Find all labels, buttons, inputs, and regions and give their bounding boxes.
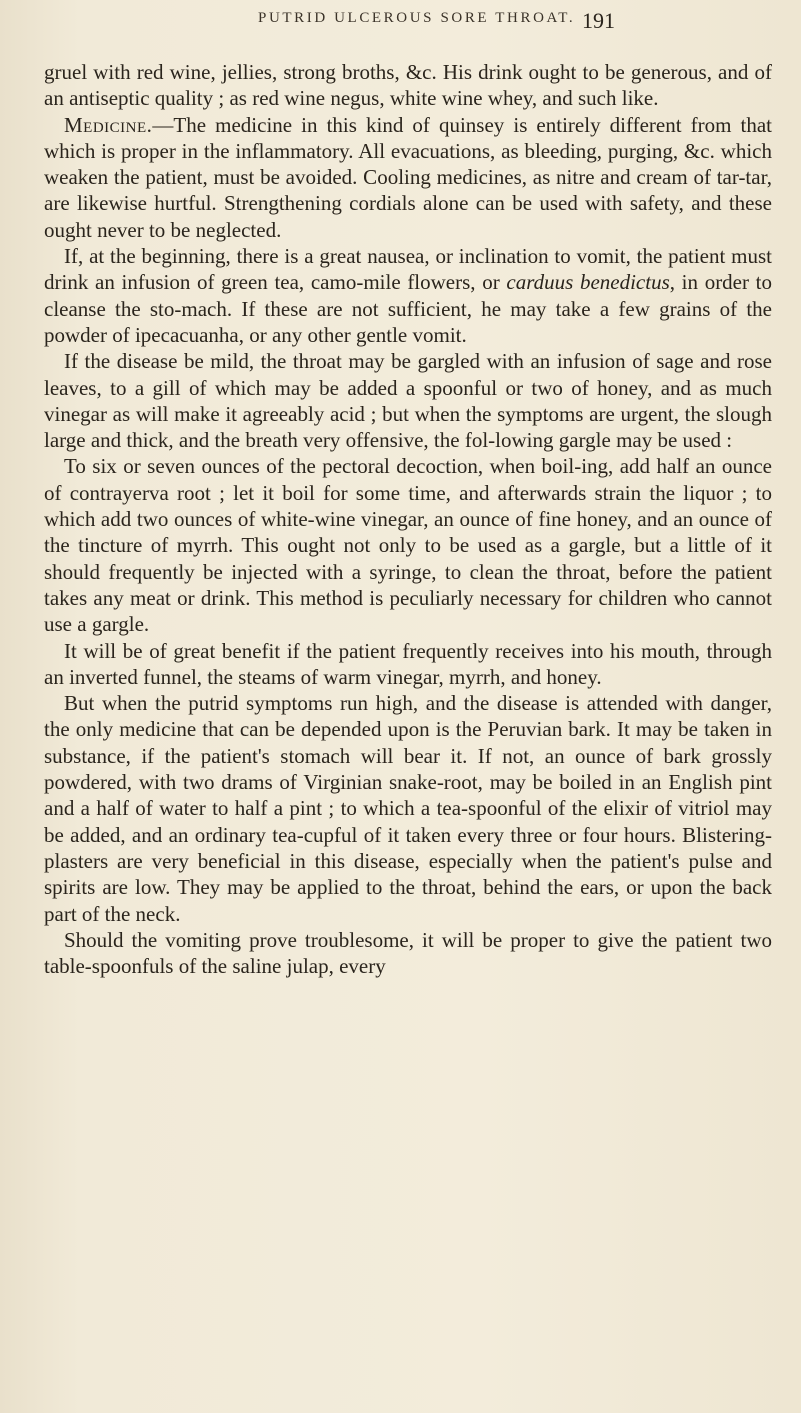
running-header <box>0 8 801 40</box>
section-heading-medicine: Medicine. <box>64 112 153 137</box>
paragraph-medicine <box>44 112 772 243</box>
italic-term: carduus benedictus <box>506 270 670 295</box>
paragraph-vomiting <box>44 927 772 980</box>
paragraph-text: It will be of great benefit if the patient frequently receives into his mouth, through an inverted funnel, the steams of warm vinegar, myrrh, and honey. <box>44 638 772 689</box>
paragraph-text: gruel with red wine, jellies, strong broths, &c. His drink ought to be generous, and of an antiseptic quality ; as red wine negus, white wine whey, and such like. <box>44 60 772 111</box>
paragraph-text: Should the vomiting prove troublesome, it will be proper to give the patient two table-spoonfuls of the saline julap, every <box>44 927 772 979</box>
paragraph-gargle <box>44 348 772 453</box>
paragraph-nausea <box>44 243 772 348</box>
paragraph-text: If, at the beginning, there is a great nausea, or inclination to vomit, the patient must drink an infusion of green tea, camo-mile flowers, or <box>44 244 772 295</box>
paragraph-decoction <box>44 453 772 637</box>
paragraph-text: To six or seven ounces of the pectoral decoction, when boil-ing, add half an ounce of contrayerva root ; let it boil for some time, and afterwards strain the liquor ; to which add two ounces of white-wine vinegar, an ounce of fine honey, and an ounce of the tincture of myrrh. This ought not only to be used as a gargle, but a little of it should frequently be injected with a syringe, to clean the throat, before the patient takes any meat or drink. This method is peculiarly necessary for children who cannot use a gargle. <box>44 454 772 637</box>
paragraph-text: But when the putrid symptoms run high, and the disease is attended with danger, the only medicine that can be depended upon is the Peruvian bark. It may be taken in substance, if the patient's stomach will bear it. If not, an ounce of bark grossly powdered, with two drams of Virginian snake-root, may be boiled in an English pint and a half of water to half a pint ; to which a tea-spoonful of the elixir of vitriol may be added, and an ordinary tea-cupful of it taken every three or four hours. Blistering-plasters are very beneficial in this disease, especially when the patient's pulse and spirits are low. They may be applied to the throat, behind the ears, or upon the back part of the neck. <box>44 691 772 926</box>
paragraph-gruel <box>44 59 772 112</box>
body-text <box>44 59 772 979</box>
paragraph-steams <box>44 638 772 691</box>
paragraph-text: —The medicine in this kind of quinsey is entirely different from that which is proper in the inflammatory. All evacuations, as bleeding, purging, &c. which weaken the patient, must be avoided. Cooling medicines, as nitre and cream of tar-tar, are likewise hurtful. Strengthening cordials alone can be used with safety, and these ought never to be neglected. <box>44 112 772 242</box>
paragraph-text: , in order to cleanse the sto-mach. If these are not sufficient, he may take a few grains of the powder of ipecacuanha, or any other gentle vomit. <box>44 270 773 347</box>
paragraph-peruvian-bark <box>44 690 772 927</box>
page-number: 191 <box>582 8 615 33</box>
paragraph-text: If the disease be mild, the throat may be gargled with an infusion of sage and rose leaves, to a gill of which may be added a spoonful or two of honey, and as much vinegar as will make it agreeably acid ; but when the symptoms are urgent, the slough large and thick, and the breath very offensive, the fol-lowing gargle may be used : <box>44 349 772 453</box>
running-title: PUTRID ULCEROUS SORE THROAT. <box>258 10 576 26</box>
